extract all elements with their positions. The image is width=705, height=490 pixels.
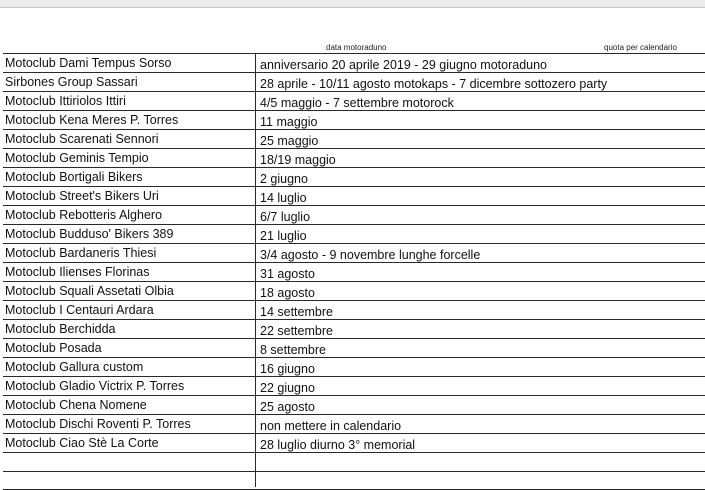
blank-row[interactable]: [3, 471, 705, 490]
club-name-cell[interactable]: Sirbones Group Sassari: [5, 75, 138, 89]
table-row[interactable]: [3, 262, 705, 281]
table-row[interactable]: [3, 167, 705, 186]
club-name-cell[interactable]: Motoclub Bardaneris Thiesi: [5, 246, 157, 260]
table-row[interactable]: [3, 53, 705, 72]
rally-date-cell[interactable]: 14 luglio: [260, 191, 307, 205]
table-row[interactable]: [3, 357, 705, 376]
rally-date-cell[interactable]: 22 settembre: [260, 324, 333, 338]
rally-date-cell[interactable]: 11 maggio: [260, 115, 318, 129]
header-date: data motoraduno: [326, 43, 387, 52]
club-name-cell[interactable]: Motoclub Bortigali Bikers: [5, 170, 143, 184]
rally-date-cell[interactable]: 3/4 agosto - 9 novembre lunghe forcelle: [260, 248, 481, 262]
club-name-cell[interactable]: Motoclub Gallura custom: [5, 360, 144, 374]
club-name-cell[interactable]: Motoclub Geminis Tempio: [5, 151, 149, 165]
club-name-cell[interactable]: Motoclub Berchidda: [5, 322, 116, 336]
table-row[interactable]: [3, 243, 705, 262]
club-name-cell[interactable]: Motoclub Street's Bikers Uri: [5, 189, 159, 203]
header-quota: quota per calendario: [604, 43, 677, 52]
rally-date-cell[interactable]: 2 giugno: [260, 172, 308, 186]
rally-date-cell[interactable]: 6/7 luglio: [260, 210, 311, 224]
table-row[interactable]: [3, 376, 705, 395]
column-divider: [255, 53, 256, 487]
club-name-cell[interactable]: Motoclub Squali Assetati Olbia: [5, 284, 174, 298]
blank-row[interactable]: [3, 452, 705, 471]
club-name-cell[interactable]: Motoclub Rebotteris Alghero: [5, 208, 163, 222]
club-name-cell[interactable]: Motoclub Scarenati Sennori: [5, 132, 159, 146]
table-row[interactable]: [3, 395, 705, 414]
club-name-cell[interactable]: Motoclub Posada: [5, 341, 102, 355]
rally-date-cell[interactable]: 8 settembre: [260, 343, 327, 357]
club-name-cell[interactable]: Motoclub Ciao Stè La Corte: [5, 436, 159, 450]
rally-date-cell[interactable]: anniversario 20 aprile 2019 - 29 giugno motoraduno: [260, 58, 547, 72]
club-name-cell[interactable]: Motoclub Dami Tempus Sorso: [5, 56, 172, 70]
rally-date-cell[interactable]: 28 luglio diurno 3° memorial: [260, 438, 416, 452]
rally-date-cell[interactable]: 14 settembre: [260, 305, 333, 319]
club-name-cell[interactable]: Motoclub Dischi Roventi P. Torres: [5, 417, 191, 431]
club-name-cell[interactable]: Motoclub Kena Meres P. Torres: [5, 113, 179, 127]
table-row[interactable]: [3, 414, 705, 433]
table-row[interactable]: [3, 224, 705, 243]
table-row[interactable]: [3, 319, 705, 338]
club-name-cell[interactable]: Motoclub Chena Nomene: [5, 398, 147, 412]
table-row[interactable]: [3, 72, 705, 91]
rally-date-cell[interactable]: 16 giugno: [260, 362, 315, 376]
rally-date-cell[interactable]: 18 agosto: [260, 286, 315, 300]
table-row[interactable]: [3, 110, 705, 129]
table-row[interactable]: [3, 433, 705, 452]
rally-date-cell[interactable]: non mettere in calendario: [260, 419, 402, 433]
table-body: [3, 53, 705, 452]
table-row[interactable]: [3, 281, 705, 300]
club-table: [3, 53, 705, 490]
club-name-cell[interactable]: Motoclub Ittiriolos Ittiri: [5, 94, 126, 108]
rally-date-cell[interactable]: 31 agosto: [260, 267, 315, 281]
rally-date-cell[interactable]: 4/5 maggio - 7 settembre motorock: [260, 96, 454, 110]
rally-date-cell[interactable]: 28 aprile - 10/11 agosto motokaps - 7 dicembre sottozero party: [260, 77, 608, 91]
table-row[interactable]: [3, 148, 705, 167]
table-row[interactable]: [3, 129, 705, 148]
rally-date-cell[interactable]: 25 agosto: [260, 400, 315, 414]
club-name-cell[interactable]: Motoclub Budduso' Bikers 389: [5, 227, 174, 241]
rally-date-cell[interactable]: 18/19 maggio: [260, 153, 336, 167]
table-row[interactable]: [3, 186, 705, 205]
club-name-cell[interactable]: Motoclub I Centauri Ardara: [5, 303, 154, 317]
table-row[interactable]: [3, 91, 705, 110]
rally-date-cell[interactable]: 21 luglio: [260, 229, 307, 243]
window-top-edge: [0, 0, 705, 8]
club-name-cell[interactable]: Motoclub Gladio Victrix P. Torres: [5, 379, 185, 393]
club-name-cell[interactable]: Motoclub Ilienses Florinas: [5, 265, 150, 279]
rally-date-cell[interactable]: 25 maggio: [260, 134, 319, 148]
rally-date-cell[interactable]: 22 giugno: [260, 381, 315, 395]
table-row[interactable]: [3, 205, 705, 224]
table-row[interactable]: [3, 338, 705, 357]
table-row[interactable]: [3, 300, 705, 319]
